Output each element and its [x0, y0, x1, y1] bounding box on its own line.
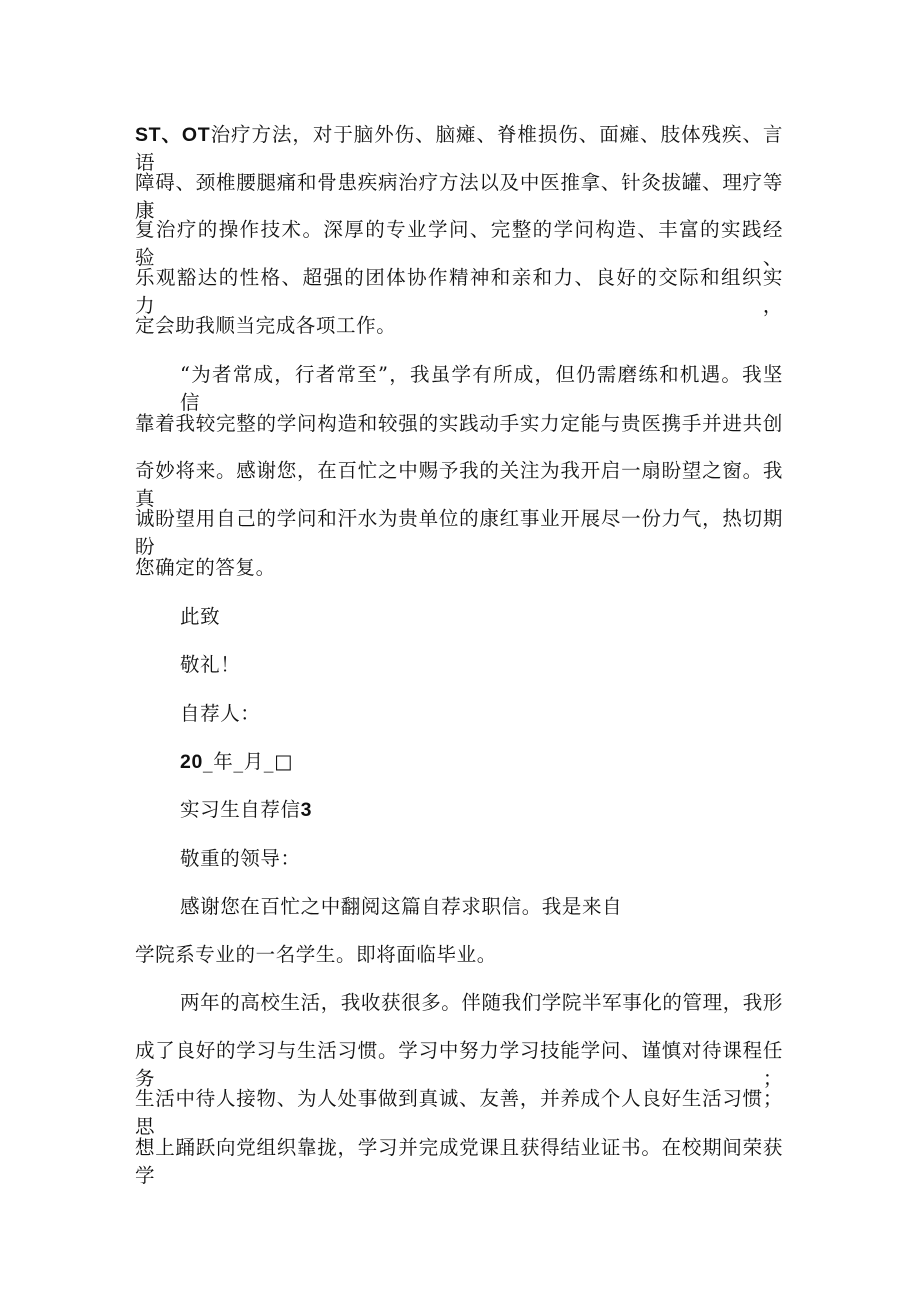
- therapy-abbreviation: ST、OT: [135, 124, 211, 146]
- date-year: 20: [180, 751, 203, 773]
- date-line: [180, 748, 293, 776]
- paragraph2-line5: 您确定的答复。: [135, 556, 276, 579]
- letter3-p2-line4: 想上踊跃向党组织靠拢，学习并完成党课且获得结业证书。在校期间荣获学: [135, 1136, 783, 1187]
- date-rest: _年_月_□: [202, 750, 294, 773]
- paragraph2-line2: 靠着我较完整的学问构造和较强的实践动手实力定能与贵医携手并进共创: [135, 412, 783, 435]
- paragraph1-line2: 障碍、颈椎腰腿痛和骨患疾病治疗方法以及中医推拿、针灸拔罐、理疗等康: [135, 171, 783, 222]
- letter3-p2-line1: 两年的高校生活，我收获很多。伴随我们学院半军事化的管理，我形: [180, 991, 784, 1014]
- paragraph2-line3: 奇妙将来。感谢您，在百忙之中赐予我的关注为我开启一扇盼望之窗。我真: [135, 459, 783, 510]
- letter3-greeting: 敬重的领导：: [180, 847, 301, 870]
- letter3-intro-line2: 学院系专业的一名学生。即将面临毕业。: [135, 943, 497, 966]
- paragraph2-line1: “为者常成，行者常至”，我虽学有所成，但仍需磨练和机遇。我坚信: [180, 363, 783, 414]
- letter3-intro-line1: 感谢您在百忙之中翻阅这篇自荐求职信。我是来自: [180, 895, 623, 918]
- salutation-line2: 敬礼！: [180, 653, 241, 676]
- signer-label: 自荐人：: [180, 702, 261, 725]
- letter3-number: 3: [300, 799, 313, 821]
- letter3-title: 实习生自荐信3: [180, 798, 313, 821]
- paragraph1-line5: 定会助我顺当完成各项工作。: [135, 314, 397, 337]
- letter3-p2-line3: 生活中待人接物、为人处事做到真诚、友善，并养成个人良好生活习惯；思: [135, 1087, 783, 1138]
- letter3-p2-line2: 成了良好的学习与生活习惯。学习中努力学习技能学问、谨慎对待课程任务；: [135, 1039, 783, 1090]
- paragraph2-line4: 诚盼望用自己的学问和汗水为贵单位的康红事业开展尽一份力气，热切期盼: [135, 507, 783, 558]
- paragraph1-line1: ST、OT治疗方法，对于脑外伤、脑瘫、脊椎损伤、面瘫、肢体残疾、言语: [135, 123, 783, 174]
- paragraph1-line4: 乐观豁达的性格、超强的团体协作精神和亲和力、良好的交际和组织实力，: [135, 266, 783, 317]
- paragraph1-line3: 复治疗的操作技术。深厚的专业学问、完整的学问构造、丰富的实践经验、: [135, 218, 783, 269]
- salutation-line1: 此致: [180, 605, 221, 628]
